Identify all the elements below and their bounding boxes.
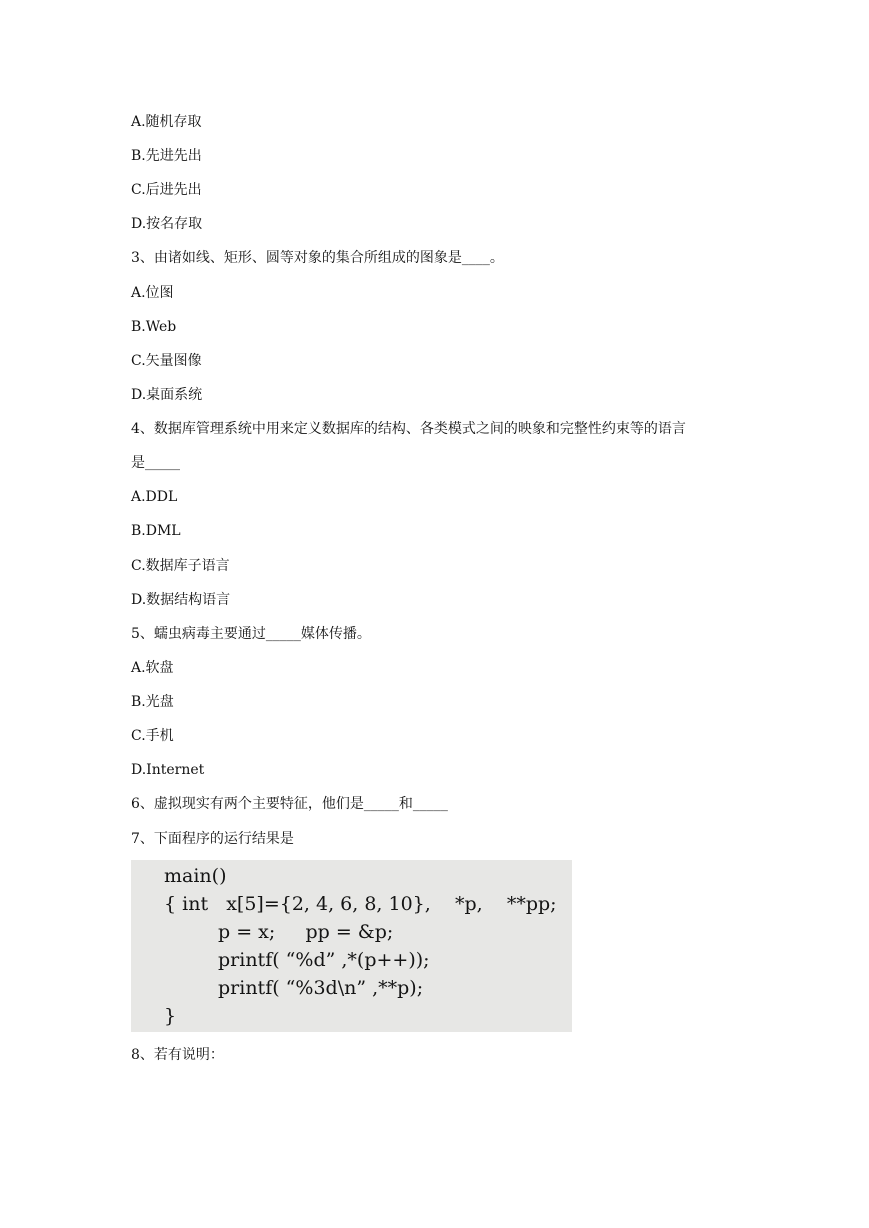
code-line-2: { int x[5]={2, 4, 6, 8, 10}, *p, **pp; xyxy=(164,893,557,915)
option-4d: D.数据结构语言 xyxy=(131,592,231,608)
option-4a: A.DDL xyxy=(131,489,178,505)
option-5d: D.Internet xyxy=(131,762,205,778)
option-3a: A.位图 xyxy=(131,285,174,301)
question-6: 6、虚拟现实有两个主要特征，他们是_____和_____ xyxy=(131,796,448,812)
code-line-4: printf( “%d” ,*(p++)); xyxy=(218,949,430,971)
option-2c: C.后进先出 xyxy=(131,182,202,198)
option-2a: A.随机存取 xyxy=(131,114,202,130)
option-5b: B.光盘 xyxy=(131,694,174,710)
question-5: 5、蠕虫病毒主要通过_____媒体传播。 xyxy=(131,626,371,642)
question-3: 3、由诸如线、矩形、圆等对象的集合所组成的图象是____。 xyxy=(131,250,504,266)
code-line-5: printf( “%3d\n” ,**p); xyxy=(218,977,424,999)
option-3b: B.Web xyxy=(131,319,177,335)
code-line-1: main() xyxy=(164,865,227,887)
option-5c: C.手机 xyxy=(131,728,174,744)
code-image xyxy=(131,860,572,1032)
option-4b: B.DML xyxy=(131,523,181,539)
option-3d: D.桌面系统 xyxy=(131,387,203,403)
question-4: 4、数据库管理系统中用来定义数据库的结构、各类模式之间的映象和完整性约束等的语言 xyxy=(131,421,686,437)
option-2d: D.按名存取 xyxy=(131,216,203,232)
code-line-3: p = x; pp = &p; xyxy=(218,921,394,943)
option-3c: C.矢量图像 xyxy=(131,353,202,369)
code-line-6: } xyxy=(164,1005,177,1027)
question-8: 8、若有说明： xyxy=(131,1047,224,1063)
question-7: 7、下面程序的运行结果是 xyxy=(131,831,294,847)
option-2b: B.先进先出 xyxy=(131,148,202,164)
option-4c: C.数据库子语言 xyxy=(131,558,230,574)
option-5a: A.软盘 xyxy=(131,660,174,676)
question-4-continued: 是_____ xyxy=(131,455,180,471)
